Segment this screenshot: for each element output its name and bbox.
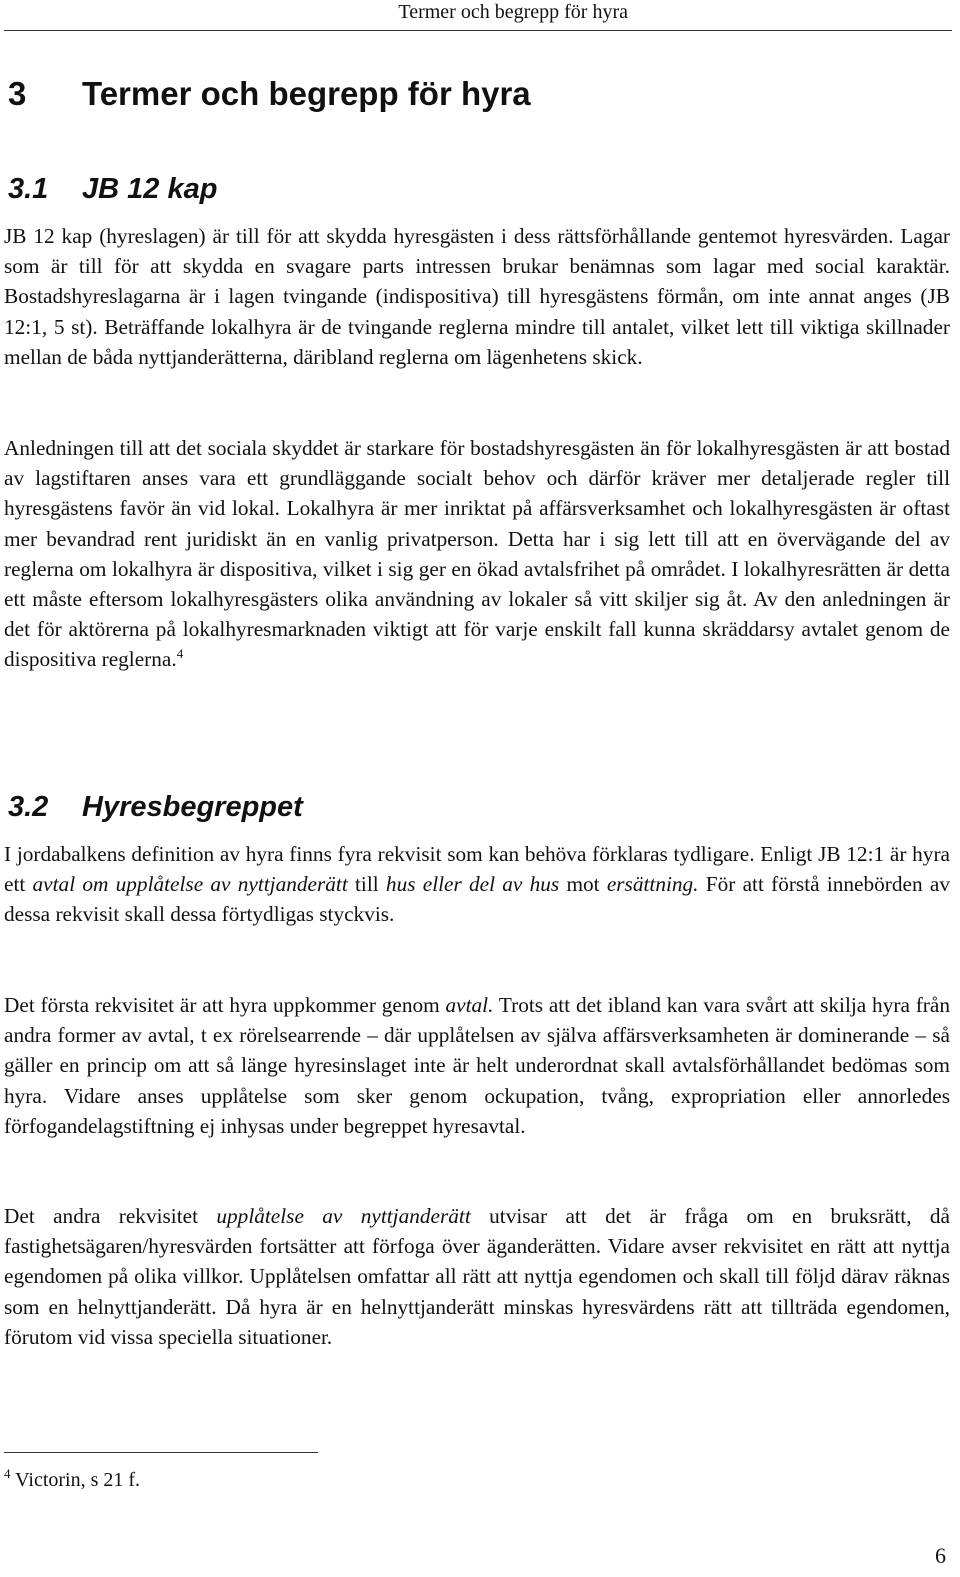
footnote-marker: 4: [4, 1466, 11, 1481]
emphasis-term: avtal.: [445, 993, 494, 1017]
chapter-title: Termer och begrepp för hyra: [82, 75, 531, 112]
text-run: mot: [559, 872, 607, 897]
text-run: Det andra rekvisitet: [4, 1204, 217, 1228]
emphasis-term: avtal om upplåtelse av nyttjanderätt: [32, 872, 348, 897]
section-number: 3.2: [8, 791, 49, 823]
header-rule: [4, 30, 952, 31]
emphasis-term: upplåtelse av nyttjanderätt: [216, 1204, 471, 1228]
running-header: Termer och begrepp för hyra: [398, 1, 628, 23]
section-heading-3-2: [8, 788, 303, 826]
text-run: För att förstå innebörden av dessa rekvisit skall dessa förtydligas styckvis.: [4, 872, 950, 927]
chapter-number: 3: [8, 75, 27, 112]
section-number: 3.1: [8, 173, 49, 205]
section-heading-3-1: [8, 170, 217, 208]
section-title: JB 12 kap: [82, 173, 218, 205]
text-run: till: [347, 872, 386, 897]
footnote-text: Victorin, s 21 f.: [10, 1469, 141, 1491]
paragraph-second-requisite: [4, 1201, 950, 1352]
footnote: [4, 1466, 140, 1494]
text-run: Det första rekvisitet är att hyra uppkommer genom: [4, 993, 446, 1017]
emphasis-term: hus eller del av hus: [385, 872, 560, 897]
paragraph-jb12-purpose: JB 12 kap (hyreslagen) är till för att skydda hyresgästen i dess rättsförhållande gentemot hyresvärden. Lagar som är till för att skydda en svagare parts intressen brukar benämnas som lagar med social karaktär. Bostadshyreslagarna är i lagen tvingande (indispositiva) till hyresgästens förmån, om inte annat anges (JB 12:1, 5 st). Beträffande lokalhyra är de tvingande reglerna mindre till antalet, vilket lett till viktiga skillnader mellan de båda nyttjanderätterna, däribland reglerna om lägenhetens skick.: [4, 224, 950, 369]
section-title: Hyresbegreppet: [82, 791, 303, 823]
paragraph-social-protection: [4, 433, 950, 675]
footnote-rule: [4, 1452, 318, 1453]
text-run: Trots att det ibland kan vara svårt att skilja hyra från andra former av avtal, t ex rörelsearrende – där upplåtelsen av själva affärsverksamheten är dominerande – så gäller en princip om att så länge hyresinslaget inte är helt underordnat skall avtalsförhållandet bedömas som hyra. Vidare anses upplåtelse som sker genom ockupation, tvång, expropriation eller annorledes förfogandelagstiftning ej inhysas under begreppet hyresavtal.: [4, 993, 950, 1138]
paragraph-first-requisite: [4, 990, 950, 1141]
emphasis-term: ersättning.: [606, 872, 699, 897]
page-number: 6: [935, 1543, 946, 1568]
paragraph-text: Anledningen till att det sociala skyddet är starkare för bostadshyresgästen än för lokalhyresgästen är att bostad av lagstiftaren anses vara ett grundläggande socialt behov och därför kräver mer detaljerade regler till hyresgästens favör än vid lokal. Lokalhyra är mer inriktat på affärsverksamhet och lokalhyresgästen är oftast mer bevandrad rent juridiskt än en vanlig privatperson. Detta har i sig lett till att en övervägande del av reglerna om lokalhyra är dispositiva, vilket i sig ger en ökad avtalsfrihet på området. I lokalhyresrätten är detta ett måste eftersom lokalhyresgästers olika användning av lokaler så vitt skiljer sig åt. Av den anledningen är det för aktörerna på lokalhyresmarknaden viktigt att för varje enskilt fall kunna skräddarsy avtalet genom de dispositiva reglerna.: [4, 436, 950, 672]
chapter-heading: [8, 72, 531, 116]
text-run: utvisar att det är fråga om en bruksrätt, då fastighetsägaren/hyresvärden fortsätter att förfoga över äganderätten. Vidare avser rekvisitet en rätt att nyttja egendomen på olika villkor. Upplåtelsen omfattar all rätt att nyttja egendomen och skall till följd därav räknas som en helnyttjanderätt. Då hyra är en helnyttjanderätt minskas hyresvärdens rätt att tillträda egendomen, förutom vid vissa speciella situationer.: [4, 1204, 950, 1349]
footnote-reference[interactable]: 4: [176, 646, 184, 662]
paragraph-definition: [4, 839, 950, 930]
text-run: I jordabalkens definition av hyra finns fyra rekvisit som kan behöva förklaras tydligare. Enligt JB 12:1 är hyra ett: [4, 842, 950, 897]
